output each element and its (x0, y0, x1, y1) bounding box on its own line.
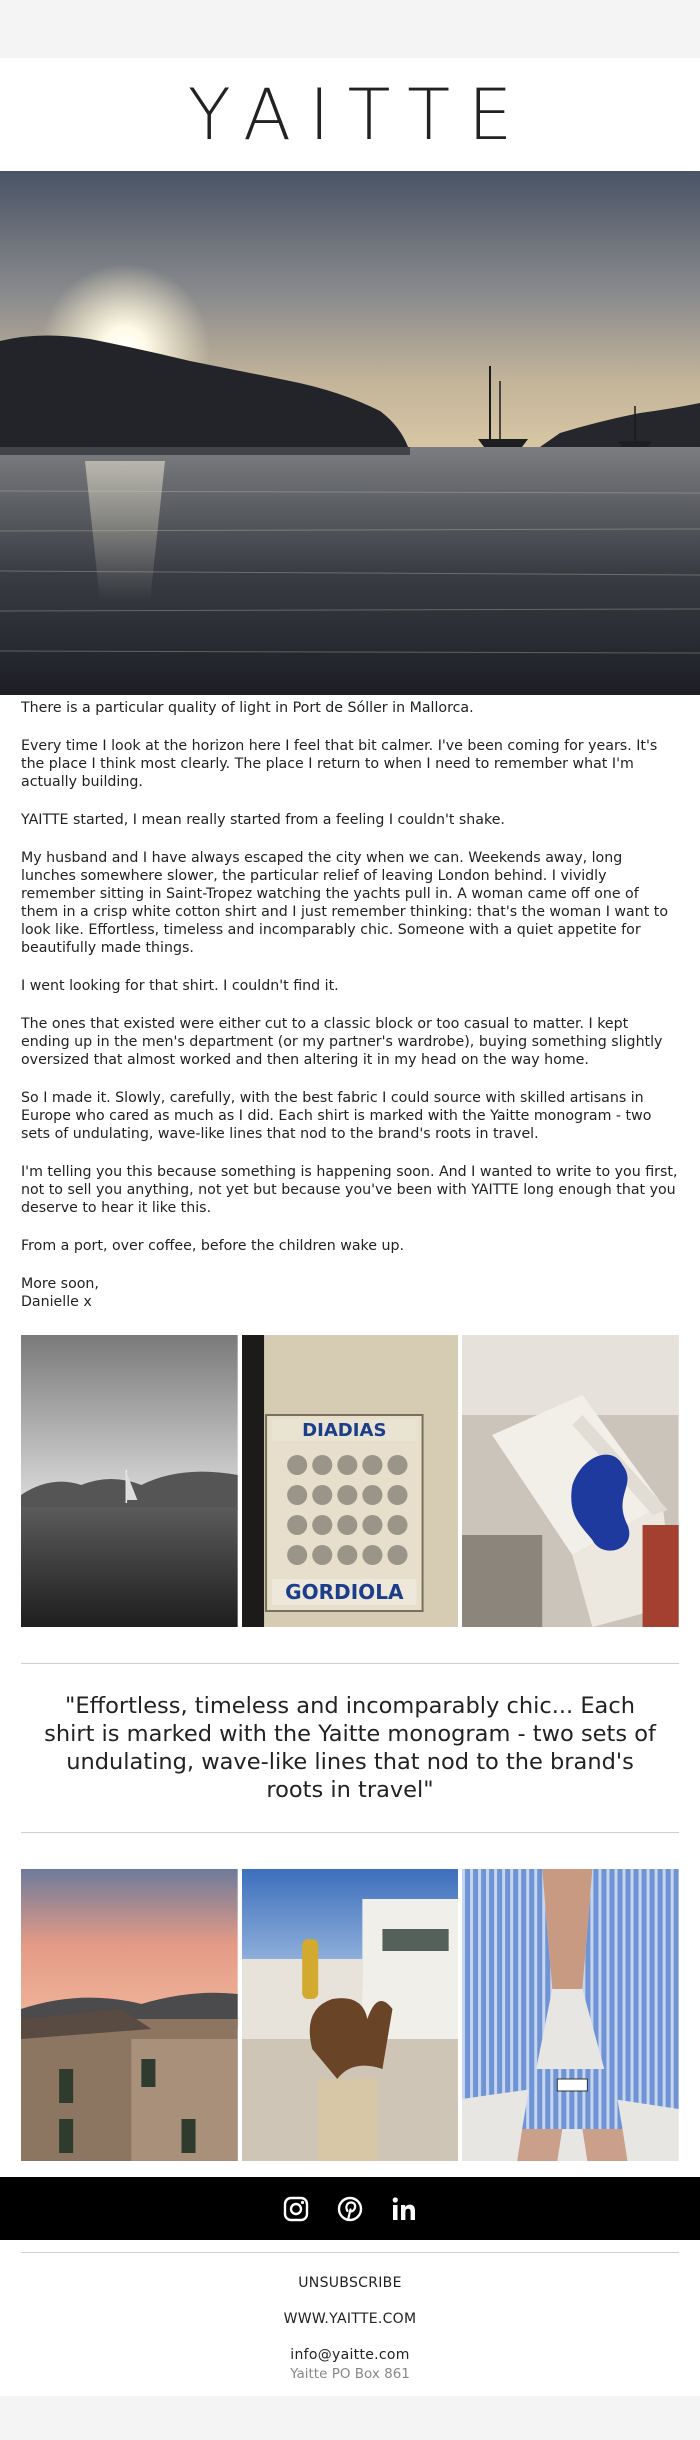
social-bar (0, 2177, 700, 2240)
signature: Danielle x (21, 1294, 92, 1310)
image-gallery-bottom (0, 1869, 700, 2161)
pull-quote: "Effortless, timeless and incomparably chic... Each shirt is marked with the Yaitte monogram - two sets of undulating, wave-like lines that nod to the brand's roots in travel" (44, 1693, 656, 1803)
gallery-image-sculpture[interactable] (242, 1869, 459, 2161)
paragraph: From a port, over coffee, before the children wake up. (21, 1238, 404, 1254)
gallery-image-sailboat-bw[interactable] (21, 1335, 238, 1627)
gallery-image-tile-sign[interactable] (242, 1335, 459, 1627)
paragraph: The ones that existed were either cut to a classic block or too casual to matter. I kept ending up in the men's department (or my partner's wardrobe), buying something slightly oversized that almost worked and then altering it in my head on the way home. (21, 1016, 663, 1068)
instagram-icon[interactable] (282, 2195, 310, 2223)
website-link[interactable]: WWW.YAITTE.COM (283, 2311, 417, 2327)
gallery-image-matisse-book[interactable] (462, 1335, 679, 1627)
paragraph: My husband and I have always escaped the city when we can. Weekends away, long lunches somewhere slower, the particular relief of leaving London behind. I vividly remember sitting in Saint-Tropez watching the yachts pull in. A woman came off one of them in a crisp white cotton shirt and I just remember thinking: that's the woman I want to look like. Effortless, timeless and incomparably chic. Someone with a quiet appetite for beautifully made things. (21, 850, 669, 956)
paragraph: So I made it. Slowly, carefully, with the best fabric I could source with skilled artisans in Europe who cared as much as I did. Each shirt is marked with the Yaitte monogram - two sets of undulating, wave-like lines that nod to the brand's roots in travel. (21, 1090, 652, 1142)
postal-address: Yaitte PO Box 861 (290, 2366, 410, 2382)
email-footer (0, 2253, 700, 2396)
image-gallery-top (0, 1335, 700, 1627)
hero-image-port-sunset[interactable] (0, 171, 700, 695)
paragraph: YAITTE started, I mean really started from a feeling I couldn't shake. (21, 812, 505, 828)
pinterest-icon[interactable] (336, 2195, 364, 2223)
linkedin-icon[interactable] (390, 2195, 418, 2223)
unsubscribe-link[interactable]: UNSUBSCRIBE (298, 2275, 402, 2291)
letter-body (0, 695, 700, 1311)
svg-text:GORDIOLA: GORDIOLA (284, 1580, 404, 1604)
email-container (0, 58, 700, 2396)
bottom-margin (0, 2396, 700, 2440)
gallery-image-sunset-houses[interactable] (21, 1869, 238, 2161)
paragraph: I went looking for that shirt. I couldn't find it. (21, 978, 339, 994)
brand-logo[interactable]: YAITTE (187, 73, 531, 156)
email-link[interactable]: info@yaitte.com (290, 2347, 410, 2363)
svg-text:DIADIAS: DIADIAS (301, 1420, 387, 1441)
gallery-image-striped-shirt[interactable] (462, 1869, 679, 2161)
paragraph: I'm telling you this because something is happening soon. And I wanted to write to you first, not to sell you anything, not yet but because you've been with YAITTE long enough that you deserve to hear it like this. (21, 1164, 678, 1216)
signoff-line: More soon, (21, 1276, 99, 1292)
signoff (21, 1275, 679, 1311)
paragraph: Every time I look at the horizon here I feel that bit calmer. I've been coming for years. It's the place I think most clearly. The place I return to when I need to remember what I'm actually building. (21, 738, 658, 790)
email-header (0, 58, 700, 171)
paragraph: There is a particular quality of light in Port de Sóller in Mallorca. (21, 700, 474, 716)
top-margin (0, 0, 700, 58)
